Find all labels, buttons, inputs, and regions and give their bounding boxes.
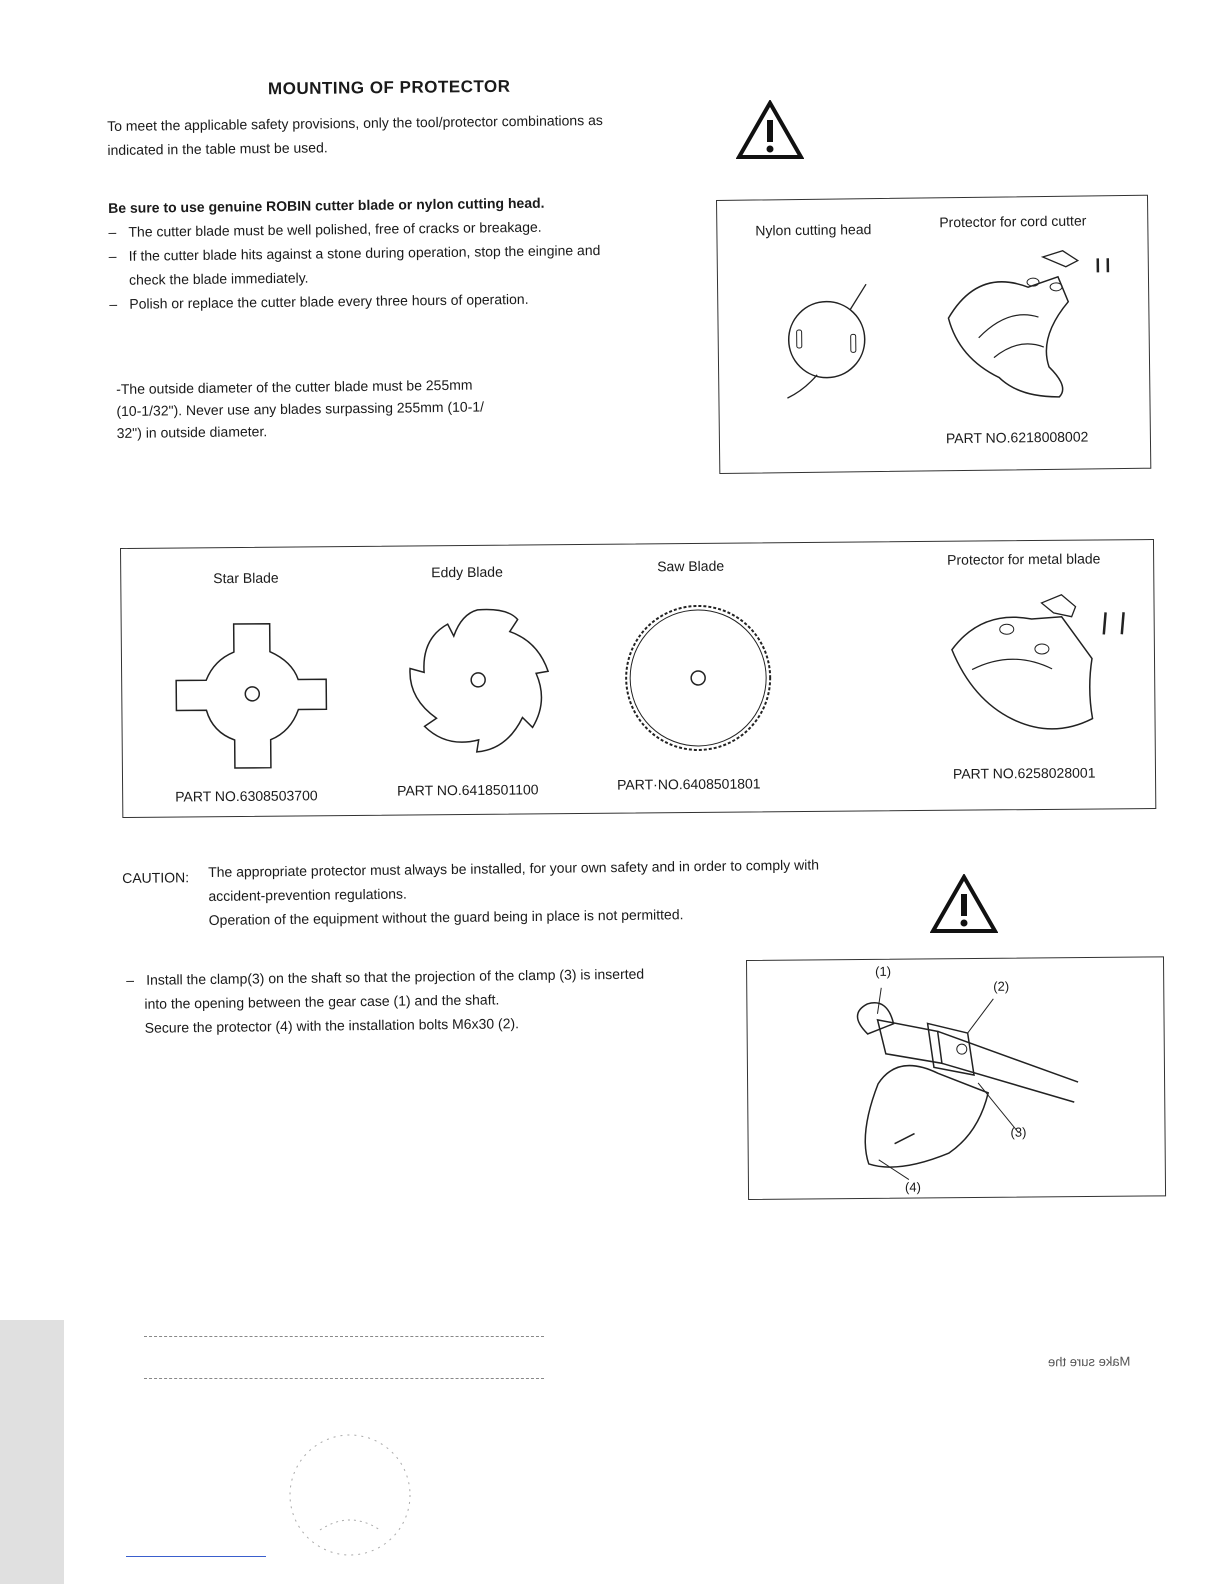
caution-label: CAUTION: <box>122 869 190 886</box>
callout-bolts: (2) <box>993 978 1010 994</box>
faint-rule <box>144 1336 544 1338</box>
bullet-stone-continued: check the blade immediately. <box>128 269 309 288</box>
installation-diagram-box <box>746 956 1166 1200</box>
install-line-3: Secure the protector (4) with the installation bolts M6x30 (2). <box>144 1015 520 1036</box>
caution-line-3: Operation of the equipment without the guard being in place is not permitted. <box>208 906 684 928</box>
genuine-parts-section <box>108 190 601 316</box>
warning-triangle-icon <box>930 874 998 934</box>
caution-text <box>208 853 820 932</box>
caution-line-2: accident-prevention regulations. <box>208 885 407 904</box>
metal-protector-illustration <box>941 588 1142 755</box>
caution-line-1: The appropriate protector must always be installed, for your own safety and in order to comply with <box>208 856 820 880</box>
callout-gear-case: (1) <box>875 963 892 979</box>
bullet-replace: – Polish or replace the cutter blade every three hours of operation. <box>109 286 601 316</box>
metal-protector-part-no: PART NO.6258028001 <box>952 764 1096 782</box>
warning-triangle-icon <box>736 100 804 160</box>
genuine-heading: Be sure to use genuine ROBIN cutter blade or nylon cutting head. <box>108 194 545 216</box>
page-title: MOUNTING OF PROTECTOR <box>267 76 511 99</box>
callout-clamp: (3) <box>1010 1124 1027 1140</box>
eddy-blade-part-no: PART NO.6418501100 <box>397 781 539 799</box>
nylon-head-label: Nylon cutting head <box>755 221 872 239</box>
intro-paragraph <box>107 108 603 162</box>
install-line-1: – Install the clamp(3) on the shaft so that the projection of the clamp (3) is inserted <box>126 962 644 992</box>
cord-protector-label: Protector for cord cutter <box>939 212 1087 231</box>
diameter-line-3: 32") in outside diameter. <box>116 423 268 441</box>
bullet-polished: – The cutter blade must be well polished, free of cracks or breakage. <box>108 214 600 244</box>
blue-line-mark <box>126 1556 266 1557</box>
saw-blade-illustration <box>619 599 780 765</box>
intro-line-2: indicated in the table must be used. <box>107 139 328 158</box>
install-line-2: into the opening between the gear case (1) and the shaft. <box>144 991 500 1012</box>
bleed-through-text: Make sure the <box>1047 1353 1131 1370</box>
saw-blade-part-no: PART·NO.6408501801 <box>617 775 761 793</box>
metal-protector-label: Protector for metal blade <box>947 550 1101 568</box>
diameter-line-2: (10-1/32"). Never use any blades surpassing 255mm (10-1/ <box>116 398 485 419</box>
install-instructions <box>126 962 645 1040</box>
diameter-line-1: -The outside diameter of the cutter blade must be 255mm <box>116 376 473 397</box>
clamp-installation-illustration <box>837 982 1089 1189</box>
eddy-blade-label: Eddy Blade <box>431 563 503 581</box>
cord-protector-part-no: PART NO.6218008002 <box>945 428 1089 447</box>
eddy-blade-illustration <box>397 601 558 767</box>
star-blade-part-no: PART NO.6308503700 <box>175 787 318 805</box>
bullet-stone: – If the cutter blade hits against a stone during operation, stop the eingine and <box>109 238 601 268</box>
cord-protector-illustration <box>938 246 1130 413</box>
nylon-cutting-head-illustration <box>778 279 880 415</box>
faint-stamp-graphic <box>280 1420 420 1575</box>
star-blade-illustration <box>172 613 333 779</box>
blade-protector-box <box>120 539 1156 818</box>
faint-rule <box>144 1378 544 1380</box>
callout-protector: (4) <box>904 1179 921 1195</box>
nylon-protector-box <box>716 195 1151 474</box>
diameter-note <box>116 374 484 444</box>
saw-blade-label: Saw Blade <box>657 557 725 575</box>
scan-edge-artifact <box>0 1320 64 1584</box>
intro-line-1: To meet the applicable safety provisions, only the tool/protector combinations as <box>107 111 603 134</box>
star-blade-label: Star Blade <box>213 569 279 587</box>
